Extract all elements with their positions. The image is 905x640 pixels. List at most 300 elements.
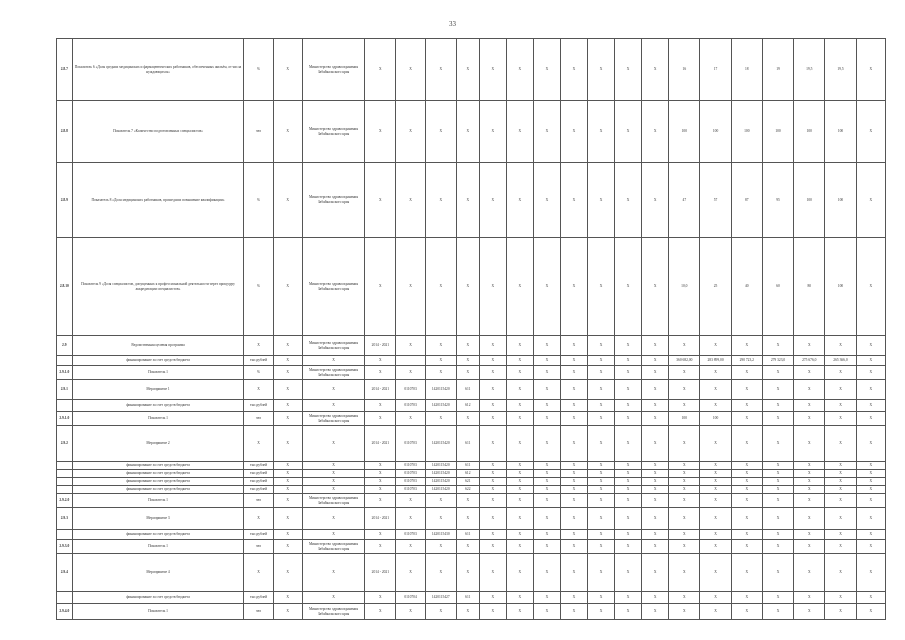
row-value: Х xyxy=(762,412,793,426)
table-row xyxy=(57,426,886,462)
row-value: Х xyxy=(533,604,560,620)
row-value: Х xyxy=(479,592,506,604)
row-value: Х xyxy=(825,380,856,400)
row-value: Х xyxy=(856,336,885,356)
row-unit: тыс.рублей xyxy=(244,530,273,540)
row-value: Х xyxy=(560,400,587,412)
row-unit: тыс.рублей xyxy=(244,486,273,494)
row-col-3: Х xyxy=(273,412,302,426)
row-value: Х xyxy=(479,356,506,366)
row-value: Х xyxy=(533,508,560,530)
row-unit: % xyxy=(244,366,273,380)
row-value: Х xyxy=(615,554,642,592)
row-value: Х xyxy=(669,592,700,604)
row-value: Х xyxy=(700,478,731,486)
row-value: 0110703 xyxy=(396,380,425,400)
row-col-3: Х xyxy=(273,470,302,478)
row-value: 611 xyxy=(456,592,479,604)
row-value: 100 xyxy=(825,101,856,163)
row-responsible: Министерство здравоохранения Забайкальского края xyxy=(302,101,364,163)
row-value: Х xyxy=(642,426,669,462)
row-value: Х xyxy=(506,494,533,508)
row-value: Х xyxy=(615,540,642,554)
row-unit: тыс.рублей xyxy=(244,592,273,604)
row-code: 2.9.3 xyxy=(57,508,73,530)
row-value: Х xyxy=(615,101,642,163)
row-value: Х xyxy=(396,163,425,238)
row-value: Х xyxy=(479,604,506,620)
row-value: Х xyxy=(588,400,615,412)
row-value: Х xyxy=(533,530,560,540)
row-value: 100 xyxy=(794,163,825,238)
row-responsible: Х xyxy=(302,508,364,530)
row-value: Х xyxy=(425,604,456,620)
row-value: Х xyxy=(506,470,533,478)
row-value: Х xyxy=(615,39,642,101)
table-row xyxy=(57,486,886,494)
row-value: Х xyxy=(425,508,456,530)
row-value: Х xyxy=(825,470,856,478)
row-value: Х xyxy=(560,238,587,336)
row-value: Х xyxy=(506,336,533,356)
row-value: Х xyxy=(560,554,587,592)
row-value: Х xyxy=(588,486,615,494)
row-value: Х xyxy=(825,508,856,530)
row-value: Х xyxy=(825,336,856,356)
row-value: Х xyxy=(506,540,533,554)
row-code xyxy=(57,478,73,486)
row-value: 0110703 xyxy=(396,486,425,494)
row-value: Х xyxy=(396,238,425,336)
row-unit: Х xyxy=(244,554,273,592)
row-value: Х xyxy=(700,366,731,380)
row-unit: тыс.рублей xyxy=(244,462,273,470)
row-value: Х xyxy=(731,336,762,356)
row-value: Х xyxy=(700,530,731,540)
row-value: Х xyxy=(533,462,560,470)
row-value: Х xyxy=(856,470,885,478)
row-value: Х xyxy=(533,426,560,462)
row-value: Х xyxy=(533,554,560,592)
row-value: Х xyxy=(642,400,669,412)
row-value: Х xyxy=(479,478,506,486)
row-value: Х xyxy=(856,604,885,620)
row-value: Х xyxy=(506,366,533,380)
row-value: Х xyxy=(506,478,533,486)
row-value: Х xyxy=(560,336,587,356)
row-value: Х xyxy=(794,462,825,470)
row-value: Х xyxy=(560,470,587,478)
row-value: Х xyxy=(560,478,587,486)
row-value: Х xyxy=(856,400,885,412)
table-row xyxy=(57,366,886,380)
row-description: финансирование за счет средств бюджета xyxy=(72,478,244,486)
row-value: 622 xyxy=(456,486,479,494)
row-responsible: Х xyxy=(302,530,364,540)
table-row xyxy=(57,238,886,336)
row-value: Х xyxy=(615,592,642,604)
row-value: Х xyxy=(856,426,885,462)
row-value: Х xyxy=(794,494,825,508)
row-value: Х xyxy=(700,604,731,620)
row-code: 2.9.1 xyxy=(57,380,73,400)
row-value: Х xyxy=(762,380,793,400)
row-value: Х xyxy=(642,39,669,101)
row-value: Х xyxy=(456,366,479,380)
row-value: Х xyxy=(700,486,731,494)
row-value: Х xyxy=(762,508,793,530)
row-value: Х xyxy=(588,470,615,478)
row-value: Х xyxy=(396,540,425,554)
table-row xyxy=(57,554,886,592)
row-value: Х xyxy=(642,101,669,163)
row-value: Х xyxy=(700,592,731,604)
row-value: Х xyxy=(615,336,642,356)
table-row xyxy=(57,478,886,486)
row-value: Х xyxy=(588,366,615,380)
row-col-3: Х xyxy=(273,530,302,540)
row-value: Х xyxy=(642,494,669,508)
row-value: Х xyxy=(506,101,533,163)
row-value: Х xyxy=(669,494,700,508)
table-row xyxy=(57,462,886,470)
row-value: Х xyxy=(856,540,885,554)
row-unit: тыс.рублей xyxy=(244,400,273,412)
row-value: 1420115430 xyxy=(425,530,456,540)
row-code: 2.8.8 xyxy=(57,101,73,163)
row-value: Х xyxy=(425,336,456,356)
row-value: Х xyxy=(762,336,793,356)
row-value: 47 xyxy=(669,163,700,238)
row-value: Х xyxy=(642,604,669,620)
row-value: Х xyxy=(762,592,793,604)
row-value: Х xyxy=(396,508,425,530)
row-responsible: Министерство здравоохранения Забайкальского края xyxy=(302,238,364,336)
row-value: Х xyxy=(560,101,587,163)
row-value: Х xyxy=(731,412,762,426)
row-value: Х xyxy=(615,604,642,620)
row-description: Показатель 1 xyxy=(72,412,244,426)
row-value: Х xyxy=(533,336,560,356)
row-value: Х xyxy=(588,238,615,336)
row-value: Х xyxy=(588,163,615,238)
row-description: Показатель 1 xyxy=(72,540,244,554)
row-value: Х xyxy=(825,400,856,412)
row-value: Х xyxy=(856,39,885,101)
row-value: 40 xyxy=(731,238,762,336)
row-col-3: Х xyxy=(273,494,302,508)
row-value: 100 xyxy=(794,101,825,163)
row-description: финансирование за счет средств бюджета xyxy=(72,470,244,478)
row-value: 1420115420 xyxy=(425,426,456,462)
row-col-3: Х xyxy=(273,554,302,592)
table-row xyxy=(57,163,886,238)
row-value: Х xyxy=(396,366,425,380)
row-value: Х xyxy=(396,101,425,163)
row-value: 611 xyxy=(456,462,479,470)
row-value: Х xyxy=(731,508,762,530)
row-unit: тыс.рублей xyxy=(244,356,273,366)
row-value: Х xyxy=(731,494,762,508)
row-value: Х xyxy=(533,380,560,400)
row-value: 290 723,2 xyxy=(731,356,762,366)
row-value: 17 xyxy=(700,39,731,101)
row-value: Х xyxy=(669,462,700,470)
row-value: Х xyxy=(479,470,506,478)
row-value: Х xyxy=(479,39,506,101)
row-code xyxy=(57,530,73,540)
row-value: Х xyxy=(669,540,700,554)
row-value: Х xyxy=(794,400,825,412)
row-value: 0110703 xyxy=(396,530,425,540)
row-value: Х xyxy=(642,412,669,426)
row-value: Х xyxy=(615,486,642,494)
row-value: Х xyxy=(456,238,479,336)
row-value: Х xyxy=(731,478,762,486)
row-value: Х xyxy=(642,592,669,604)
row-value xyxy=(396,356,425,366)
row-value: Х xyxy=(479,101,506,163)
row-code xyxy=(57,400,73,412)
row-period: Х xyxy=(365,366,396,380)
row-value: Х xyxy=(560,366,587,380)
row-value: Х xyxy=(560,426,587,462)
row-value: Х xyxy=(456,494,479,508)
row-value: 16 xyxy=(669,39,700,101)
row-description: Показатель 9 «Доля специалистов, допущенных к профессиональной деятельности через процедуру аккредитации специалистов» xyxy=(72,238,244,336)
row-value: Х xyxy=(615,380,642,400)
row-value: Х xyxy=(669,604,700,620)
row-value: 0110703 xyxy=(396,478,425,486)
row-value: Х xyxy=(588,39,615,101)
row-value: Х xyxy=(456,356,479,366)
row-value: Х xyxy=(479,163,506,238)
row-period: Х xyxy=(365,530,396,540)
row-value: Х xyxy=(825,604,856,620)
row-value: Х xyxy=(456,336,479,356)
row-value: Х xyxy=(731,486,762,494)
row-value: Х xyxy=(856,366,885,380)
row-description: Мероприятие 1 xyxy=(72,380,244,400)
row-value: Х xyxy=(642,486,669,494)
row-value: 1420115420 xyxy=(425,462,456,470)
row-responsible: Х xyxy=(302,462,364,470)
row-value: Х xyxy=(825,494,856,508)
row-value: Х xyxy=(588,356,615,366)
row-value: Х xyxy=(856,486,885,494)
row-value: Х xyxy=(425,412,456,426)
row-value: Х xyxy=(588,426,615,462)
row-value: Х xyxy=(700,400,731,412)
row-value: Х xyxy=(794,478,825,486)
row-value: Х xyxy=(615,470,642,478)
table-row xyxy=(57,592,886,604)
row-value: 1420115420 xyxy=(425,478,456,486)
row-code: 2.9.3.0 xyxy=(57,540,73,554)
row-period: Х xyxy=(365,486,396,494)
table-row xyxy=(57,39,886,101)
row-value: Х xyxy=(794,336,825,356)
row-value: Х xyxy=(794,366,825,380)
row-value: Х xyxy=(856,592,885,604)
row-value: Х xyxy=(856,478,885,486)
row-value: Х xyxy=(479,238,506,336)
row-value: Х xyxy=(700,494,731,508)
row-value: Х xyxy=(456,412,479,426)
row-value: Х xyxy=(762,366,793,380)
row-value: 612 xyxy=(456,470,479,478)
row-value: Х xyxy=(506,604,533,620)
row-value: 18 xyxy=(731,39,762,101)
row-value: Х xyxy=(615,366,642,380)
row-value: Х xyxy=(588,554,615,592)
row-value: 100 xyxy=(669,412,700,426)
row-value: Х xyxy=(669,486,700,494)
row-value: Х xyxy=(456,540,479,554)
row-value: Х xyxy=(856,238,885,336)
row-responsible: Х xyxy=(302,380,364,400)
row-value: Х xyxy=(506,380,533,400)
row-value: 19,5 xyxy=(825,39,856,101)
row-value: 19 xyxy=(762,39,793,101)
table-row xyxy=(57,508,886,530)
row-value: Х xyxy=(856,380,885,400)
table-row xyxy=(57,336,886,356)
row-value: Х xyxy=(615,426,642,462)
row-responsible: Министерство здравоохранения Забайкальского края xyxy=(302,494,364,508)
row-value: Х xyxy=(533,400,560,412)
row-unit: чел xyxy=(244,494,273,508)
row-value: Х xyxy=(794,486,825,494)
row-description: Ведомственная целевая программа xyxy=(72,336,244,356)
row-value: Х xyxy=(506,356,533,366)
row-value: Х xyxy=(642,380,669,400)
row-value: Х xyxy=(425,554,456,592)
table-row xyxy=(57,604,886,620)
row-value: 0110703 xyxy=(396,426,425,462)
row-period: Х xyxy=(365,478,396,486)
row-code xyxy=(57,356,73,366)
row-value: Х xyxy=(856,530,885,540)
row-value: Х xyxy=(506,486,533,494)
row-value: Х xyxy=(425,39,456,101)
row-value: Х xyxy=(479,400,506,412)
row-value: Х xyxy=(560,540,587,554)
row-value: 283 899,00 xyxy=(700,356,731,366)
row-value: Х xyxy=(794,554,825,592)
row-description: финансирование за счет средств бюджета xyxy=(72,486,244,494)
row-value: Х xyxy=(669,554,700,592)
row-value: Х xyxy=(588,380,615,400)
row-value: Х xyxy=(560,592,587,604)
row-period: Х xyxy=(365,39,396,101)
row-value: Х xyxy=(506,412,533,426)
row-value: Х xyxy=(669,336,700,356)
row-value: Х xyxy=(533,470,560,478)
row-value: 100 xyxy=(731,101,762,163)
row-period: Х xyxy=(365,494,396,508)
row-value: Х xyxy=(615,508,642,530)
row-value: Х xyxy=(533,540,560,554)
row-value: Х xyxy=(588,101,615,163)
row-value: Х xyxy=(825,540,856,554)
row-value: Х xyxy=(825,530,856,540)
row-value: 1420115420 xyxy=(425,470,456,478)
row-value: Х xyxy=(700,540,731,554)
table-body xyxy=(57,39,886,620)
row-value: Х xyxy=(731,462,762,470)
row-col-3: Х xyxy=(273,426,302,462)
row-description: Показатель 1 xyxy=(72,604,244,620)
row-value: Х xyxy=(856,554,885,592)
row-value: Х xyxy=(615,494,642,508)
row-value: 611 xyxy=(456,530,479,540)
row-code xyxy=(57,470,73,478)
row-value: Х xyxy=(506,462,533,470)
row-responsible: Министерство здравоохранения Забайкальского края xyxy=(302,336,364,356)
row-value: Х xyxy=(396,554,425,592)
row-value: Х xyxy=(560,412,587,426)
row-value: Х xyxy=(479,554,506,592)
row-value: Х xyxy=(856,163,885,238)
row-value: Х xyxy=(588,462,615,470)
row-value: 100 xyxy=(700,412,731,426)
row-col-3: Х xyxy=(273,592,302,604)
row-value: 0110704 xyxy=(396,592,425,604)
row-col-3: Х xyxy=(273,101,302,163)
row-description: Показатель 1 xyxy=(72,494,244,508)
row-value: Х xyxy=(456,604,479,620)
row-value: Х xyxy=(533,412,560,426)
row-value: Х xyxy=(825,486,856,494)
row-value: Х xyxy=(425,356,456,366)
row-value: 612 xyxy=(456,400,479,412)
row-code: 2.9.2.0 xyxy=(57,494,73,508)
row-value: Х xyxy=(762,530,793,540)
row-code: 2.8.10 xyxy=(57,238,73,336)
row-value: Х xyxy=(856,508,885,530)
row-value: Х xyxy=(425,163,456,238)
row-value: Х xyxy=(642,336,669,356)
table-row xyxy=(57,530,886,540)
row-value: Х xyxy=(456,39,479,101)
row-responsible: Х xyxy=(302,470,364,478)
row-value: Х xyxy=(794,470,825,478)
row-value: Х xyxy=(825,366,856,380)
row-value: Х xyxy=(396,604,425,620)
row-value: Х xyxy=(731,366,762,380)
row-value: Х xyxy=(479,366,506,380)
row-description: финансирование за счет средств бюджета xyxy=(72,592,244,604)
row-value: Х xyxy=(642,478,669,486)
row-unit: чел xyxy=(244,412,273,426)
row-value: 0110703 xyxy=(396,400,425,412)
row-value: Х xyxy=(669,366,700,380)
row-value: Х xyxy=(731,470,762,478)
row-value: 57 xyxy=(700,163,731,238)
row-value: 60 xyxy=(762,238,793,336)
row-period: Х xyxy=(365,238,396,336)
row-value: Х xyxy=(731,604,762,620)
row-value: Х xyxy=(669,478,700,486)
row-value: Х xyxy=(456,508,479,530)
row-value: 1420115420 xyxy=(425,486,456,494)
row-value: Х xyxy=(825,426,856,462)
row-period: Х xyxy=(365,163,396,238)
row-value: 360 682,00 xyxy=(669,356,700,366)
row-value: Х xyxy=(762,400,793,412)
row-value: Х xyxy=(479,486,506,494)
